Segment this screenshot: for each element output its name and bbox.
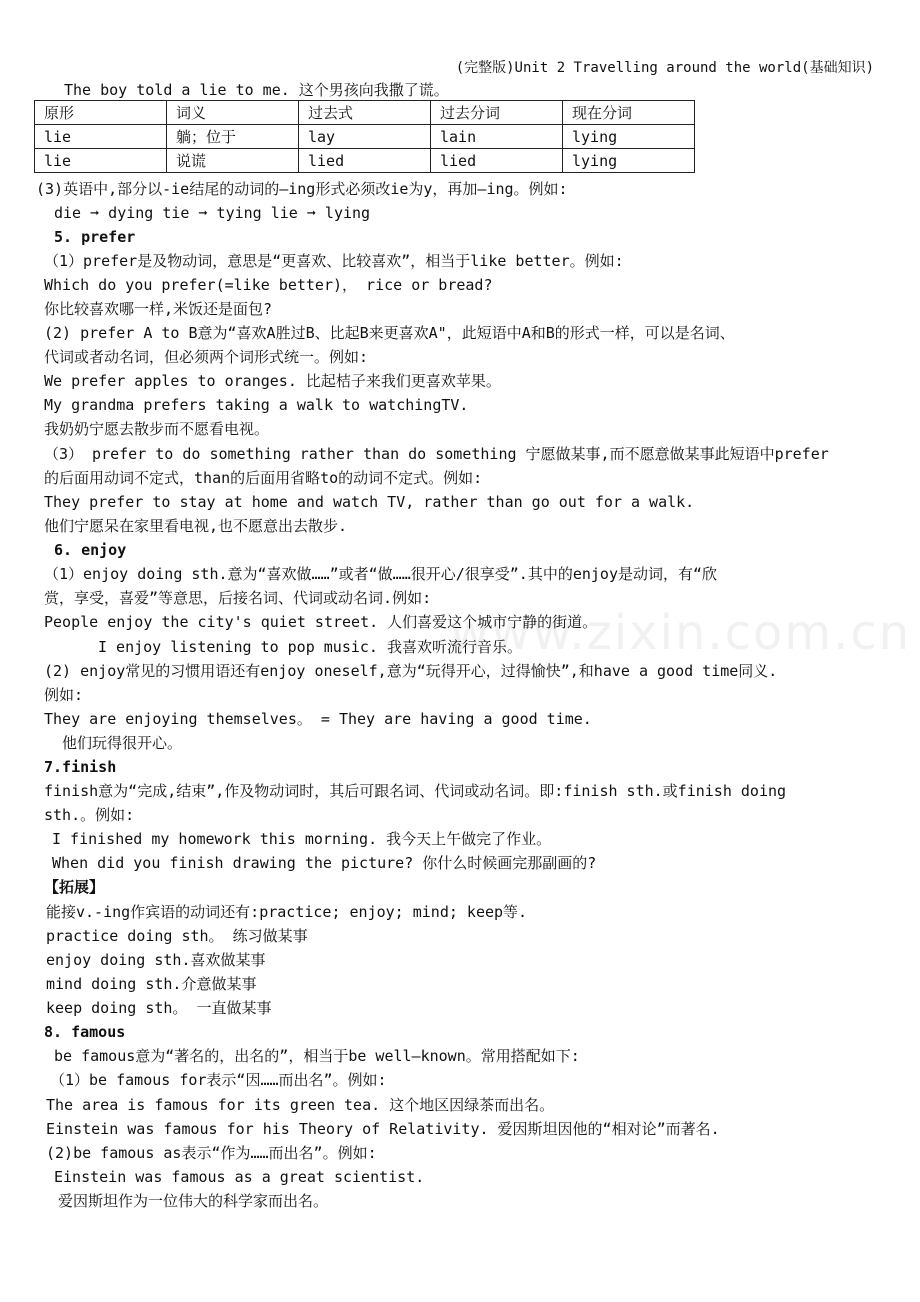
watermark: www.zixin.com.cn [450,605,912,661]
translation-line: 你比较喜欢哪一样,米饭还是面包? [44,300,273,318]
example-line: We prefer apples to oranges. 比起桔子来我们更喜欢苹果。 [44,372,501,390]
table-header-cell: 过去分词 [431,101,563,125]
example-line: My grandma prefers taking a walk to watchingTV. [44,396,469,414]
section-heading-famous: 8. famous [44,1023,126,1041]
translation-line: 我奶奶宁愿去散步而不愿看电视。 [44,420,270,438]
example-line: die ➞ dying tie ➞ tying lie ➞ lying [54,204,371,222]
table-cell: 躺；位于 [167,125,299,149]
table-cell: lay [299,125,431,149]
table-cell: lie [35,149,167,173]
phrase-line: keep doing sth。 一直做某事 [46,999,272,1017]
example-line: They prefer to stay at home and watch TV, rather than go out for a walk. [44,493,695,511]
paragraph-line: (2)be famous as表示“作为……而出名”。例如: [46,1144,377,1162]
example-line: The area is famous for its green tea. 这个地区因绿茶而出名。 [46,1096,555,1114]
example-line: They are enjoying themselves。 = They are having a good time. [44,710,592,728]
paragraph-line: sth.。例如: [44,806,135,824]
paragraph-line: （1）prefer是及物动词，意思是“更喜欢、比较喜欢”，相当于like better。例如: [44,252,624,270]
table-cell: lain [431,125,563,149]
table-cell: lying [563,149,695,173]
table-header-cell: 过去式 [299,101,431,125]
paragraph-line: 赏，享受，喜爱”等意思，后接名词、代词或动名词.例如: [44,589,432,607]
paragraph-line: 能接v.-ing作宾语的动词还有:practice; enjoy; mind; keep等. [46,903,528,921]
lie-forms-table [34,100,695,173]
extension-heading: 【拓展】 [44,878,105,896]
phrase-line: mind doing sth.介意做某事 [46,975,257,993]
section-heading-prefer: 5. prefer [54,228,136,246]
paragraph-line: 代词或者动名词，但必须两个词形式统一。例如: [44,348,369,366]
paragraph-line: finish意为“完成,结束”,作及物动词时，其后可跟名词、代词或动名词。即:finish sth.或finish doing [44,782,787,800]
example-line: People enjoy the city's quiet street. 人们喜爱这个城市宁静的街道。 [44,613,598,631]
phrase-line: practice doing sth。 练习做某事 [46,927,308,945]
table-row [35,149,695,173]
table-header-cell: 原形 [35,101,167,125]
paragraph-line: 的后面用动词不定式，than的后面用省略to的动词不定式。例如: [44,469,483,487]
table-cell: lied [299,149,431,173]
table-header-cell: 现在分词 [563,101,695,125]
section-heading-enjoy: 6. enjoy [54,541,127,559]
example-line: Einstein was famous for his Theory of Relativity. 爱因斯坦因他的“相对论”而著名. [46,1120,720,1138]
table-cell: 说谎 [167,149,299,173]
table-cell: lying [563,125,695,149]
paragraph-line: (2) enjoy常见的习惯用语还有enjoy oneself,意为“玩得开心，过得愉快”,和have a good time同义. [44,662,778,680]
phrase-line: enjoy doing sth.喜欢做某事 [46,951,266,969]
table-header-cell: 词义 [167,101,299,125]
paragraph-line: be famous意为“著名的，出名的”，相当于be well—known。常用搭配如下: [54,1047,580,1065]
example-line: Einstein was famous as a great scientist. [54,1168,425,1186]
example-line: I enjoy listening to pop music. 我喜欢听流行音乐。 [98,638,522,656]
table-header-row [35,101,695,125]
table-cell: lied [431,149,563,173]
translation-line: 他们玩得很开心。 [62,734,183,752]
example-line: Which do you prefer(=like better)， rice or bread? [44,276,493,294]
translation-line: 他们宁愿呆在家里看电视,也不愿意出去散步. [44,517,348,535]
table-row [35,125,695,149]
translation-line: 爱因斯坦作为一位伟大的科学家而出名。 [58,1192,329,1210]
table-cell: lie [35,125,167,149]
paragraph-line: （1）be famous for表示“因……而出名”。例如: [50,1071,387,1089]
example-line: I finished my homework this morning. 我今天上午做完了作业。 [52,830,552,848]
paragraph-line: (2) prefer A to B意为“喜欢A胜过B、比起B来更喜欢A"，此短语中A和B的形式一样，可以是名词、 [44,324,735,342]
intro-sentence: The boy told a lie to me. 这个男孩向我撒了谎。 [64,81,449,99]
paragraph-line: （1）enjoy doing sth.意为“喜欢做……”或者“做……很开心/很享受”.其中的enjoy是动词，有“欣 [44,565,718,583]
page-header: (完整版)Unit 2 Travelling around the world(基础知识) [455,60,874,76]
section-heading-finish: 7.finish [44,758,117,776]
paragraph-line: 例如: [44,686,84,704]
paragraph-line: （3） prefer to do something rather than do something 宁愿做某事,而不愿意做某事此短语中prefer [44,445,829,463]
paragraph-line: (3)英语中,部分以-ie结尾的动词的—ing形式必须改ie为y，再加—ing。例如: [36,180,568,198]
example-line: When did you finish drawing the picture? 你什么时候画完那副画的? [52,854,597,872]
